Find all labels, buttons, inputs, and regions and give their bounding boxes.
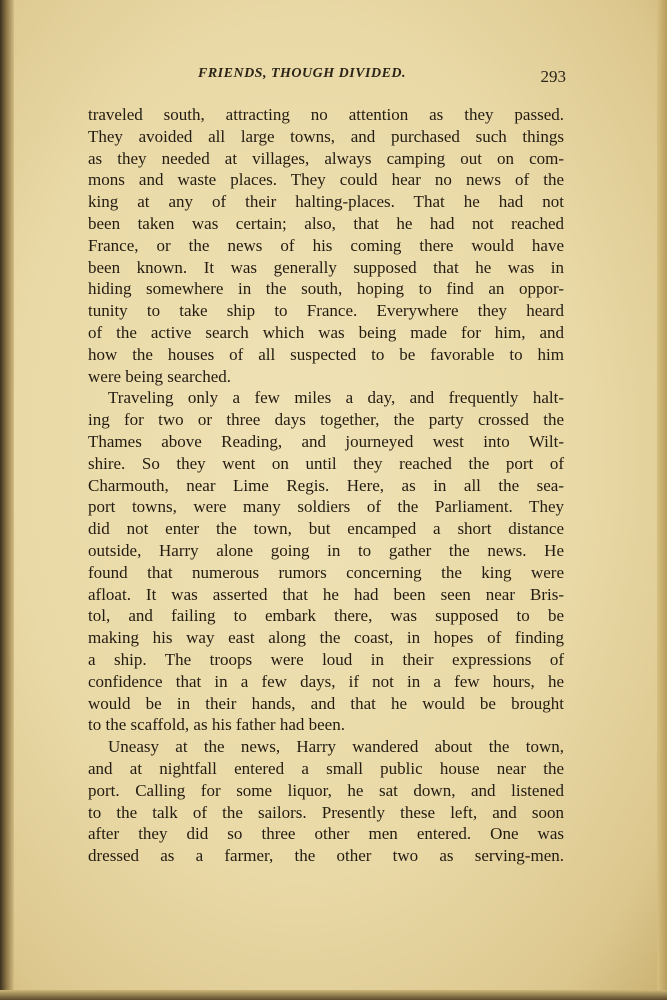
text-line: outside, Harry alone going in to gather the news. He [88,540,564,560]
text-line: port towns, were many soldiers of the Parliament. They [88,497,564,517]
page-number: 293 [540,67,566,86]
text-line: afloat. It was asserted that he had been seen near Bris- [88,584,564,604]
text-line: tunity to take ship to France. Everywhere they heard [88,301,564,321]
text-line: dressed as a farmer, the other two as serving-men. [88,846,564,866]
running-head: FRIENDS, THOUGH DIVIDED. [198,66,407,81]
text-line: port. Calling for some liquor, he sat down, and listened [88,780,564,800]
text-line: traveled south, attracting no attention as they passed. [88,105,564,124]
binding-shadow [0,0,14,1000]
text-line: They avoided all large towns, and purchased such things [88,126,564,146]
text-line: mons and waste places. They could hear no news of the [88,170,564,190]
text-line: and at nightfall entered a small public house near the [88,758,564,778]
text-line: were being searched. [88,366,232,386]
text-line: France, or the news of his coming there would have [88,235,564,255]
text-line: a ship. The troops were loud in their expressions of [88,649,564,669]
text-line: to the scaffold, as his father had been. [88,715,345,735]
text-line: Thames above Reading, and journeyed west into Wilt- [88,431,564,451]
paragraph [88,387,564,736]
text-line: tol, and failing to embark there, was supposed to be [88,606,564,626]
text-line: Traveling only a few miles a day, and frequently halt- [108,388,564,408]
text-line: would be in their hands, and that he would be brought [88,693,564,713]
text-line: shire. So they went on until they reached the port of [88,453,564,473]
text-line: Uneasy at the news, Harry wandered about the town, [108,737,564,757]
paragraph [88,104,564,387]
text-line: of the active search which was being made for him, and [88,322,564,342]
page-edge [657,0,667,1000]
text-line: found that numerous rumors concerning the king were [88,562,564,582]
text-line: been taken was certain; also, that he had not reached [88,213,564,233]
paragraph [88,736,564,867]
text-line: hiding somewhere in the south, hoping to find an oppor- [88,279,564,299]
text-line: Charmouth, near Lime Regis. Here, as in all the sea- [88,475,564,495]
text-line: as they needed at villages, always camping out on com- [88,148,564,168]
text-line: making his way east along the coast, in hopes of finding [88,628,564,648]
text-line: been known. It was generally supposed that he was in [88,257,564,277]
text-line: after they did so three other men entered. One was [88,824,564,844]
text-line: did not enter the town, but encamped a short distance [88,519,564,539]
text-line: king at any of their halting-places. That he had not [88,192,564,212]
text-line: confidence that in a few days, if not in a few hours, he [88,671,564,691]
page-header [88,66,566,90]
body-text [88,104,564,867]
text-line: to the talk of the sailors. Presently these left, and soon [88,802,564,822]
text-line: how the houses of all suspected to be favorable to him [88,344,564,364]
bottom-edge [0,990,667,1000]
text-line: ing for two or three days together, the party crossed the [88,410,564,430]
